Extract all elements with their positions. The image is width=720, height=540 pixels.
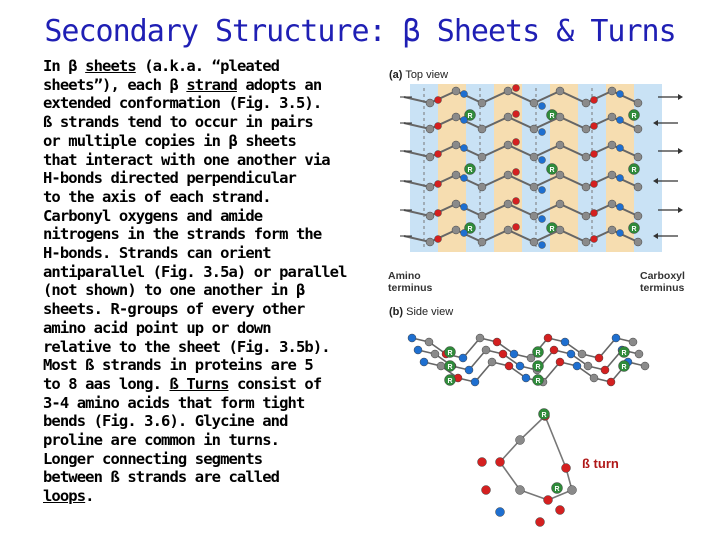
carbon-atom — [426, 99, 434, 107]
side-view-atom — [578, 350, 586, 358]
side-view-atom — [612, 334, 620, 342]
turn-side-atom — [496, 508, 505, 517]
side-view-atom — [607, 378, 615, 386]
underlined-term: loops — [43, 487, 86, 506]
side-view-atom — [425, 338, 433, 346]
r-group-label: R — [549, 226, 555, 233]
nitrogen-atom — [539, 242, 546, 249]
text-run: H-bonds. Strands can orient — [43, 244, 271, 263]
nitrogen-atom — [539, 216, 546, 223]
nitrogen-atom — [461, 204, 468, 211]
oxygen-atom — [591, 97, 598, 104]
oxygen-atom — [591, 151, 598, 158]
oxygen-atom — [435, 123, 442, 130]
underlined-term: ß Turns — [169, 374, 229, 393]
carbon-atom — [582, 238, 590, 246]
side-view-atom — [590, 374, 598, 382]
side-view-atom — [573, 362, 581, 370]
carbon-atom — [452, 200, 460, 208]
r-group-label: R — [621, 350, 627, 357]
nitrogen-atom — [461, 175, 468, 182]
side-view-atom — [414, 346, 422, 354]
oxygen-atom — [591, 210, 598, 217]
carboxyl-terminus-label: Carboxyl terminus — [640, 270, 685, 294]
sheet-stripe — [438, 84, 466, 252]
carbon-atom — [582, 183, 590, 191]
carbon-atom — [452, 171, 460, 179]
side-view-letter: (b) — [389, 306, 404, 318]
r-group-label: R — [549, 167, 555, 174]
text-run: that interact with one another via — [43, 150, 330, 169]
oxygen-atom — [513, 111, 520, 118]
text-run: 3-4 amino acids that form tight — [43, 393, 305, 412]
oxygen-atom — [435, 181, 442, 188]
carbon-atom — [478, 183, 486, 191]
carbon-atom — [634, 125, 642, 133]
beta-turn-label: ß turn — [582, 456, 619, 471]
arrow-head — [678, 207, 683, 213]
r-group-label: R — [541, 412, 547, 419]
nitrogen-atom — [617, 91, 624, 98]
r-group-label: R — [535, 350, 541, 357]
text-run: or multiple copies in β sheets — [43, 131, 296, 150]
turn-atom — [516, 486, 525, 495]
carbon-atom — [582, 99, 590, 107]
text-run: adopts an — [236, 75, 322, 94]
turn-side-atom — [536, 518, 545, 527]
nitrogen-atom — [461, 145, 468, 152]
nitrogen-atom — [461, 117, 468, 124]
side-view-atom — [499, 350, 507, 358]
underlined-term: sheets — [85, 57, 136, 75]
side-view-atom — [465, 366, 473, 374]
text-run: Longer connecting segments — [43, 449, 263, 468]
nitrogen-atom — [617, 204, 624, 211]
carbon-atom — [582, 212, 590, 220]
oxygen-atom — [435, 210, 442, 217]
nitrogen-atom — [539, 187, 546, 194]
carbon-atom — [608, 200, 616, 208]
side-view-atom — [629, 338, 637, 346]
text-run: nitrogens in the strands form the — [43, 225, 322, 244]
side-view-atom — [567, 350, 575, 358]
text-run: bends (Fig. 3.6). Glycine and — [43, 412, 288, 431]
carbon-atom — [530, 153, 538, 161]
turn-atom — [516, 436, 525, 445]
side-view-atom — [476, 334, 484, 342]
carbon-atom — [634, 153, 642, 161]
side-view-atom — [488, 358, 496, 366]
slide-title: Secondary Structure: β Sheets & Turns — [44, 14, 676, 49]
carbon-atom — [556, 141, 564, 149]
side-view-atom — [505, 362, 513, 370]
side-view-atom — [516, 362, 524, 370]
side-view-atom — [522, 374, 530, 382]
side-view-atom — [595, 354, 603, 362]
side-view-name: Side view — [406, 306, 454, 318]
carbon-atom — [608, 141, 616, 149]
carbon-atom — [504, 226, 512, 234]
oxygen-atom — [513, 169, 520, 176]
underlined-term: strand — [186, 75, 237, 94]
carbon-atom — [530, 99, 538, 107]
nitrogen-atom — [617, 230, 624, 237]
carbon-atom — [634, 99, 642, 107]
carbon-atom — [530, 183, 538, 191]
oxygen-atom — [435, 236, 442, 243]
side-view-atom — [431, 350, 439, 358]
nitrogen-atom — [617, 175, 624, 182]
side-view-atom — [510, 350, 518, 358]
side-view-atom — [459, 354, 467, 362]
nitrogen-atom — [617, 145, 624, 152]
text-run: Most ß strands in proteins are 5 — [43, 356, 313, 375]
turn-atom — [544, 496, 553, 505]
turn-atom — [562, 464, 571, 473]
carbon-atom — [478, 125, 486, 133]
r-group-label: R — [467, 167, 473, 174]
text-run: proline are common in turns. — [43, 431, 280, 450]
carbon-atom — [478, 153, 486, 161]
carbon-atom — [426, 238, 434, 246]
carbon-atom — [530, 238, 538, 246]
text-run: . — [85, 487, 94, 506]
text-run: to 8 aas long. — [43, 374, 170, 393]
side-view-atom — [493, 338, 501, 346]
text-run: to the axis of each strand. — [43, 187, 271, 206]
carbon-atom — [426, 183, 434, 191]
arrow-head — [678, 94, 683, 100]
side-view-atom — [601, 366, 609, 374]
carbon-atom — [452, 141, 460, 149]
r-group-label: R — [631, 226, 637, 233]
r-group-label: R — [467, 113, 473, 120]
side-view-atom — [408, 334, 416, 342]
side-view-atom — [550, 346, 558, 354]
text-run: (a.k.a. “pleated — [135, 57, 280, 75]
turn-side-atom — [482, 486, 491, 495]
r-group-label: R — [535, 364, 541, 371]
carbon-atom — [426, 125, 434, 133]
r-group-label: R — [549, 113, 555, 120]
carbon-atom — [478, 238, 486, 246]
turn-atom — [496, 458, 505, 467]
nitrogen-atom — [617, 117, 624, 124]
r-group-label: R — [631, 167, 637, 174]
text-run: amino acid point up or down — [43, 318, 271, 337]
carbon-atom — [634, 212, 642, 220]
carbon-atom — [556, 226, 564, 234]
carbon-atom — [504, 87, 512, 95]
text-run: antiparallel (Fig. 3.5a) or parallel — [43, 262, 347, 281]
r-group-label: R — [535, 378, 541, 385]
carbon-atom — [478, 212, 486, 220]
oxygen-atom — [591, 181, 598, 188]
side-view-atom — [584, 362, 592, 370]
side-view-atom — [420, 358, 428, 366]
text-run: H-bonds directed perpendicular — [43, 169, 296, 188]
carbon-atom — [608, 113, 616, 121]
nitrogen-atom — [539, 129, 546, 136]
carbon-atom — [504, 141, 512, 149]
oxygen-atom — [513, 198, 520, 205]
side-view-atom — [556, 358, 564, 366]
oxygen-atom — [513, 139, 520, 146]
carbon-atom — [426, 153, 434, 161]
r-group-label: R — [554, 486, 560, 493]
text-run: Carbonyl oxygens and amide — [43, 206, 263, 225]
r-group-label: R — [467, 226, 473, 233]
text-run: In β — [43, 57, 86, 75]
side-view-atom — [635, 350, 643, 358]
text-run: (not shown) to one another in β — [43, 281, 305, 300]
amino-terminus-label: Amino terminus — [388, 270, 433, 294]
carbon-atom — [530, 125, 538, 133]
carbon-atom — [556, 171, 564, 179]
carbon-atom — [556, 113, 564, 121]
side-view-atom — [482, 346, 490, 354]
carbon-atom — [426, 212, 434, 220]
side-view-atom — [641, 362, 649, 370]
carbon-atom — [530, 212, 538, 220]
r-group-label: R — [631, 113, 637, 120]
oxygen-atom — [513, 85, 520, 92]
r-group-label: R — [447, 378, 453, 385]
carbon-atom — [504, 200, 512, 208]
turn-side-atom — [556, 506, 565, 515]
text-run: relative to the sheet (Fig. 3.5b). — [43, 337, 330, 356]
oxygen-atom — [435, 151, 442, 158]
text-run: consist of — [228, 374, 322, 393]
text-run: sheets”), each β — [43, 75, 187, 94]
arrow-head — [678, 148, 683, 154]
carbon-atom — [504, 113, 512, 121]
carbon-atom — [608, 226, 616, 234]
carbon-atom — [608, 171, 616, 179]
r-group-label: R — [621, 364, 627, 371]
nitrogen-atom — [461, 91, 468, 98]
oxygen-atom — [513, 224, 520, 231]
r-group-label: R — [447, 350, 453, 357]
carbon-atom — [478, 99, 486, 107]
r-group-label: R — [447, 364, 453, 371]
top-view-name: Top view — [405, 69, 449, 81]
carbon-atom — [452, 87, 460, 95]
carbon-atom — [452, 226, 460, 234]
carbon-atom — [582, 153, 590, 161]
carbon-atom — [452, 113, 460, 121]
side-view-atom — [471, 378, 479, 386]
text-run: sheets. R-groups of every other — [43, 300, 305, 319]
turn-atom — [568, 486, 577, 495]
top-view-letter: (a) — [389, 69, 403, 81]
side-view-atom — [544, 334, 552, 342]
text-run: ß strands tend to occur in pairs — [43, 113, 313, 132]
text-run: extended conformation (Fig. 3.5). — [43, 94, 322, 113]
nitrogen-atom — [461, 230, 468, 237]
oxygen-atom — [591, 123, 598, 130]
text-run: between ß strands are called — [43, 468, 280, 487]
carbon-atom — [556, 200, 564, 208]
side-view-atom — [561, 338, 569, 346]
carbon-atom — [634, 238, 642, 246]
carbon-atom — [582, 125, 590, 133]
turn-side-atom — [478, 458, 487, 467]
nitrogen-atom — [539, 103, 546, 110]
oxygen-atom — [591, 236, 598, 243]
side-view-atom — [437, 362, 445, 370]
carbon-atom — [608, 87, 616, 95]
nitrogen-atom — [539, 157, 546, 164]
carbon-atom — [634, 183, 642, 191]
carbon-atom — [504, 171, 512, 179]
oxygen-atom — [435, 97, 442, 104]
carbon-atom — [556, 87, 564, 95]
